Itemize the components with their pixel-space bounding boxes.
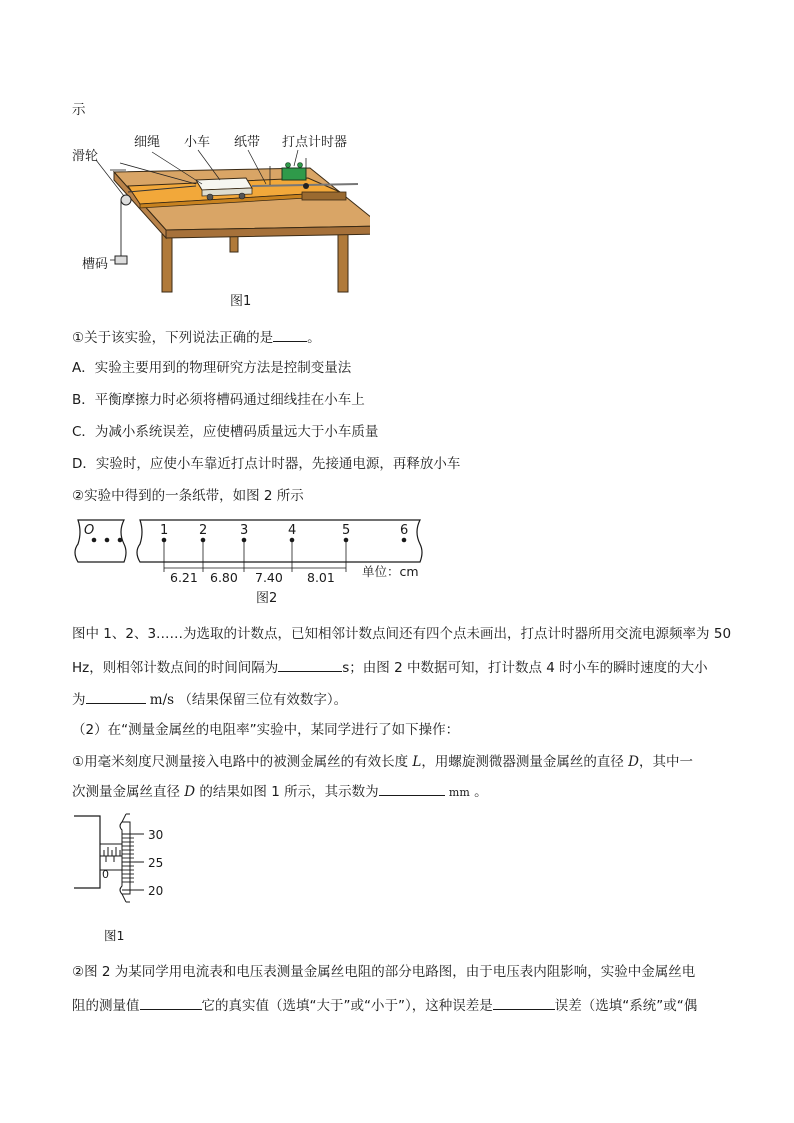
q1-option-c: C．为减小系统误差，应使槽码质量远大于小车质量 <box>72 424 379 440</box>
q2-line1: 图中 1、2、3……为选取的计数点，已知相邻计数点间还有四个点未画出，打点计时器所用交流电源频率为 50 <box>72 626 732 642</box>
tape-point-1: 1 <box>160 523 169 538</box>
tape-point-6: 6 <box>400 523 409 538</box>
tape-distance-3: 7.40 <box>255 570 283 585</box>
paper-tape-figure <box>70 512 440 608</box>
q2-line3: 为 m/s （结果保留三位有效数字）。 <box>72 688 347 710</box>
label-weight: 槽码 <box>82 257 109 272</box>
label-rope: 细绳 <box>134 135 161 150</box>
tape-point-5: 5 <box>342 523 351 538</box>
fig2-caption: 图2 <box>256 591 278 606</box>
cart-track-figure <box>70 128 370 313</box>
top-fragment: 示 <box>72 102 86 118</box>
label-pulley: 滑轮 <box>72 149 99 164</box>
part2-line3: ②图 2 为某同学用电流表和电压表测量金属丝电阻的部分电路图，由于电压表内阻影响，实验中金属丝电 <box>72 964 696 980</box>
q2-intro: ②实验中得到的一条纸带，如图 2 所示 <box>72 488 304 504</box>
tape-point-3: 3 <box>240 523 249 538</box>
part2-line1: ①用毫米刻度尺测量接入电路中的被测金属丝的有效长度 L，用螺旋测微器测量金属丝的直径 D，其中一 <box>72 754 693 770</box>
fig1-caption: 图1 <box>230 294 252 309</box>
micrometer-zero: 0 <box>102 868 109 881</box>
micrometer-tick-20: 20 <box>148 884 164 898</box>
q1-option-a: A．实验主要用到的物理研究方法是控制变量法 <box>72 360 352 376</box>
micrometer-tick-30: 30 <box>148 828 164 842</box>
micrometer-figure <box>70 812 190 946</box>
error-type-blank[interactable] <box>493 994 555 1010</box>
micrometer-caption: 图1 <box>104 928 125 943</box>
q1-option-d: D．实验时，应使小车靠近打点计时器，先接通电源，再释放小车 <box>72 456 461 472</box>
micrometer-tick-25: 25 <box>148 856 164 870</box>
tape-origin-label: O <box>84 523 95 538</box>
tape-distance-4: 8.01 <box>307 570 335 585</box>
label-timer: 打点计时器 <box>282 135 348 150</box>
tape-unit: 单位：cm <box>362 564 419 579</box>
q1-stem: ①关于该实验，下列说法正确的是 。 <box>72 326 321 348</box>
velocity-answer-blank[interactable] <box>86 688 146 704</box>
tape-distance-2: 6.80 <box>210 570 238 585</box>
tape-distance-1: 6.21 <box>170 570 198 585</box>
interval-answer-blank[interactable] <box>278 656 342 672</box>
label-tape: 纸带 <box>234 135 261 150</box>
q1-option-b: B．平衡摩擦力时必须将槽码通过细线挂在小车上 <box>72 392 365 408</box>
tape-point-2: 2 <box>199 523 208 538</box>
label-cart: 小车 <box>184 135 211 150</box>
part2-heading: （2）在“测量金属丝的电阻率”实验中，某同学进行了如下操作： <box>72 722 460 738</box>
tape-point-4: 4 <box>288 523 297 538</box>
q1-answer-blank[interactable] <box>273 326 307 342</box>
part2-line2: 次测量金属丝直径 D 的结果如图 1 所示，其示数为 mm 。 <box>72 780 488 803</box>
diameter-answer-blank[interactable] <box>379 780 445 796</box>
measured-vs-true-blank[interactable] <box>140 994 202 1010</box>
q2-line2: Hz，则相邻计数点间的时间间隔为 s；由图 2 中数据可知，打计数点 4 时小车的瞬时速度的大小 <box>72 656 708 678</box>
part2-line4: 阻的测量值 它的真实值（选填“大于”或“小于”），这种误差是 误差（选填“系统”或“偶 <box>72 994 697 1016</box>
